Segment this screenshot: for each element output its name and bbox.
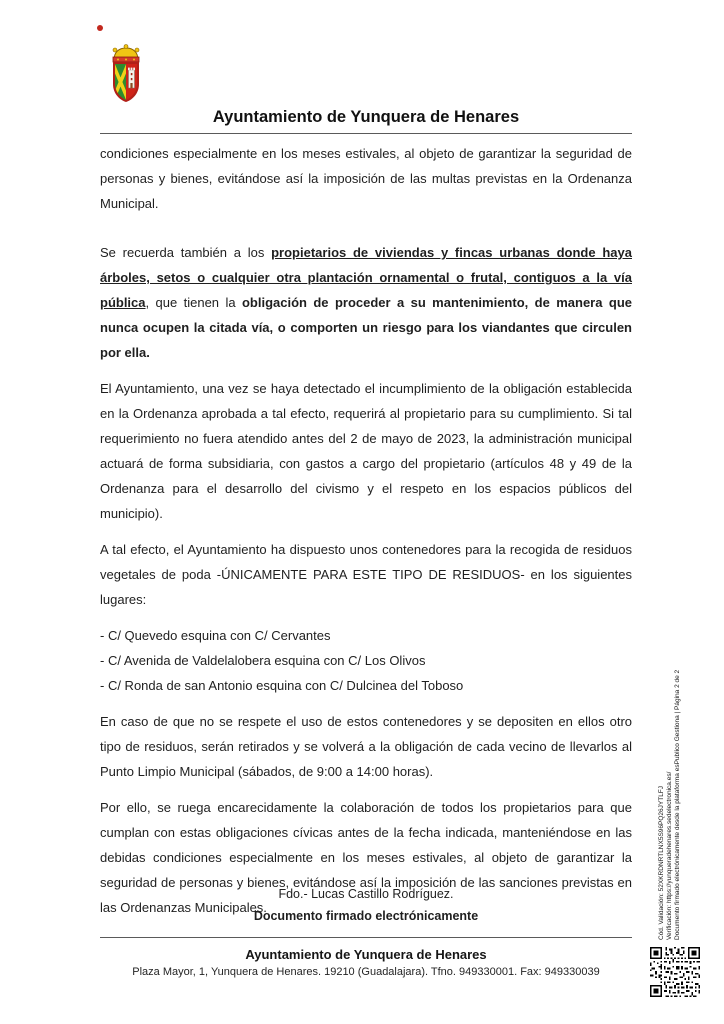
paragraph-4: A tal efecto, el Ayuntamiento ha dispuesto unos contenedores para la recogida de residuos vegetales de poda -ÚNICAMENTE PARA ESTE TIPO DE RESIDUOS- en los siguientes lugares:	[100, 542, 632, 607]
list-item: - C/ Quevedo esquina con C/ Cervantes	[100, 628, 331, 643]
text-run: Se recuerda también a los	[100, 245, 272, 260]
signer-name: Fdo.- Lucas Castillo Rodríguez.	[278, 887, 454, 901]
paragraph-3: El Ayuntamiento, una vez se haya detectado el incumplimiento de la obligación establecida en la Ordenanza aprobada a tal efecto, requerirá al propietario para su cumplimiento. Si tal requerimiento no fuera atendido antes del 2 de mayo de 2023, la administración municipal actuará de forma subsidiaria, con gastos a cargo del propietario (artículos 48 y 49 de la Ordenanza para el desarrollo del civismo y el respeto en los espacios públicos del municipio).	[100, 381, 632, 521]
document-body	[100, 133, 632, 920]
signature-note: Documento firmado electrónicamente	[253, 909, 479, 923]
locations-list	[100, 623, 632, 698]
red-speck	[97, 25, 103, 31]
validation-code: Cód. Validación: 52XKRDNRTLNX5S96PQ26JYTLFJ	[658, 785, 665, 940]
paragraph-2	[100, 240, 632, 365]
text-run-bold: obligación de proceder a su mantenimiento, de manera que nunca ocupen la citada vía, o comporten un riesgo para los viandantes que circulen por ella.	[100, 295, 632, 360]
paragraph-6: Por ello, se ruega encarecidamente la colaboración de todos los propietarios para que cumplan con estas obligaciones cívicas antes de la fecha indicada, manteniéndose en las debidas condiciones especialmente en los meses estivales, al objeto de garantizar la seguridad de personas y bienes, evitándose así la imposición de las sanciones previstas en las Ordenanzas Municipales.	[100, 800, 632, 915]
validation-sidebar	[658, 595, 682, 940]
text-run: , que tienen la	[145, 295, 242, 310]
verification-url: Verificación: https://yunqueradehenares.sedelectronica.es/	[666, 771, 673, 940]
footer-address: Plaza Mayor, 1, Yunquera de Henares. 19210 (Guadalajara). Tfno. 949330001. Fax: 949330039	[132, 966, 600, 978]
footer-divider	[100, 937, 632, 938]
qr-code-icon	[650, 947, 700, 997]
paragraph-5: En caso de que no se respete el uso de estos contenedores y se depositen en ellos otro tipo de residuos, serán retirados y se volverá a la obligación de cada vecino de llevarlos al Punto Limpio Municipal (sábados, de 9:00 a 14:00 horas).	[100, 714, 632, 779]
gestiona-note: Documento firmado electrónicamente desde la plataforma esPublico Gestiona | Página 2 de 2	[674, 669, 681, 940]
text-run-bold-underline: propietarios de viviendas y fincas urbanas donde haya árboles, setos o cualquier otra plantación ornamental o frutal, contiguos a la vía pública	[100, 245, 632, 310]
footer-organization: Ayuntamiento de Yunquera de Henares	[245, 947, 487, 962]
page-title: Ayuntamiento de Yunquera de Henares	[212, 108, 520, 126]
document-header	[100, 42, 632, 134]
list-item: - C/ Ronda de san Antonio esquina con C/ Dulcinea del Toboso	[100, 678, 464, 693]
signature-block	[100, 886, 632, 924]
document-footer	[100, 931, 632, 978]
list-item: - C/ Avenida de Valdelalobera esquina con C/ Los Olivos	[100, 653, 426, 668]
coat-of-arms-icon	[100, 42, 152, 106]
paragraph-1: condiciones especialmente en los meses estivales, al objeto de garantizar la seguridad de personas y bienes, evitándose así la imposición de las multas previstas en la Ordenanza Municipal.	[100, 146, 632, 211]
